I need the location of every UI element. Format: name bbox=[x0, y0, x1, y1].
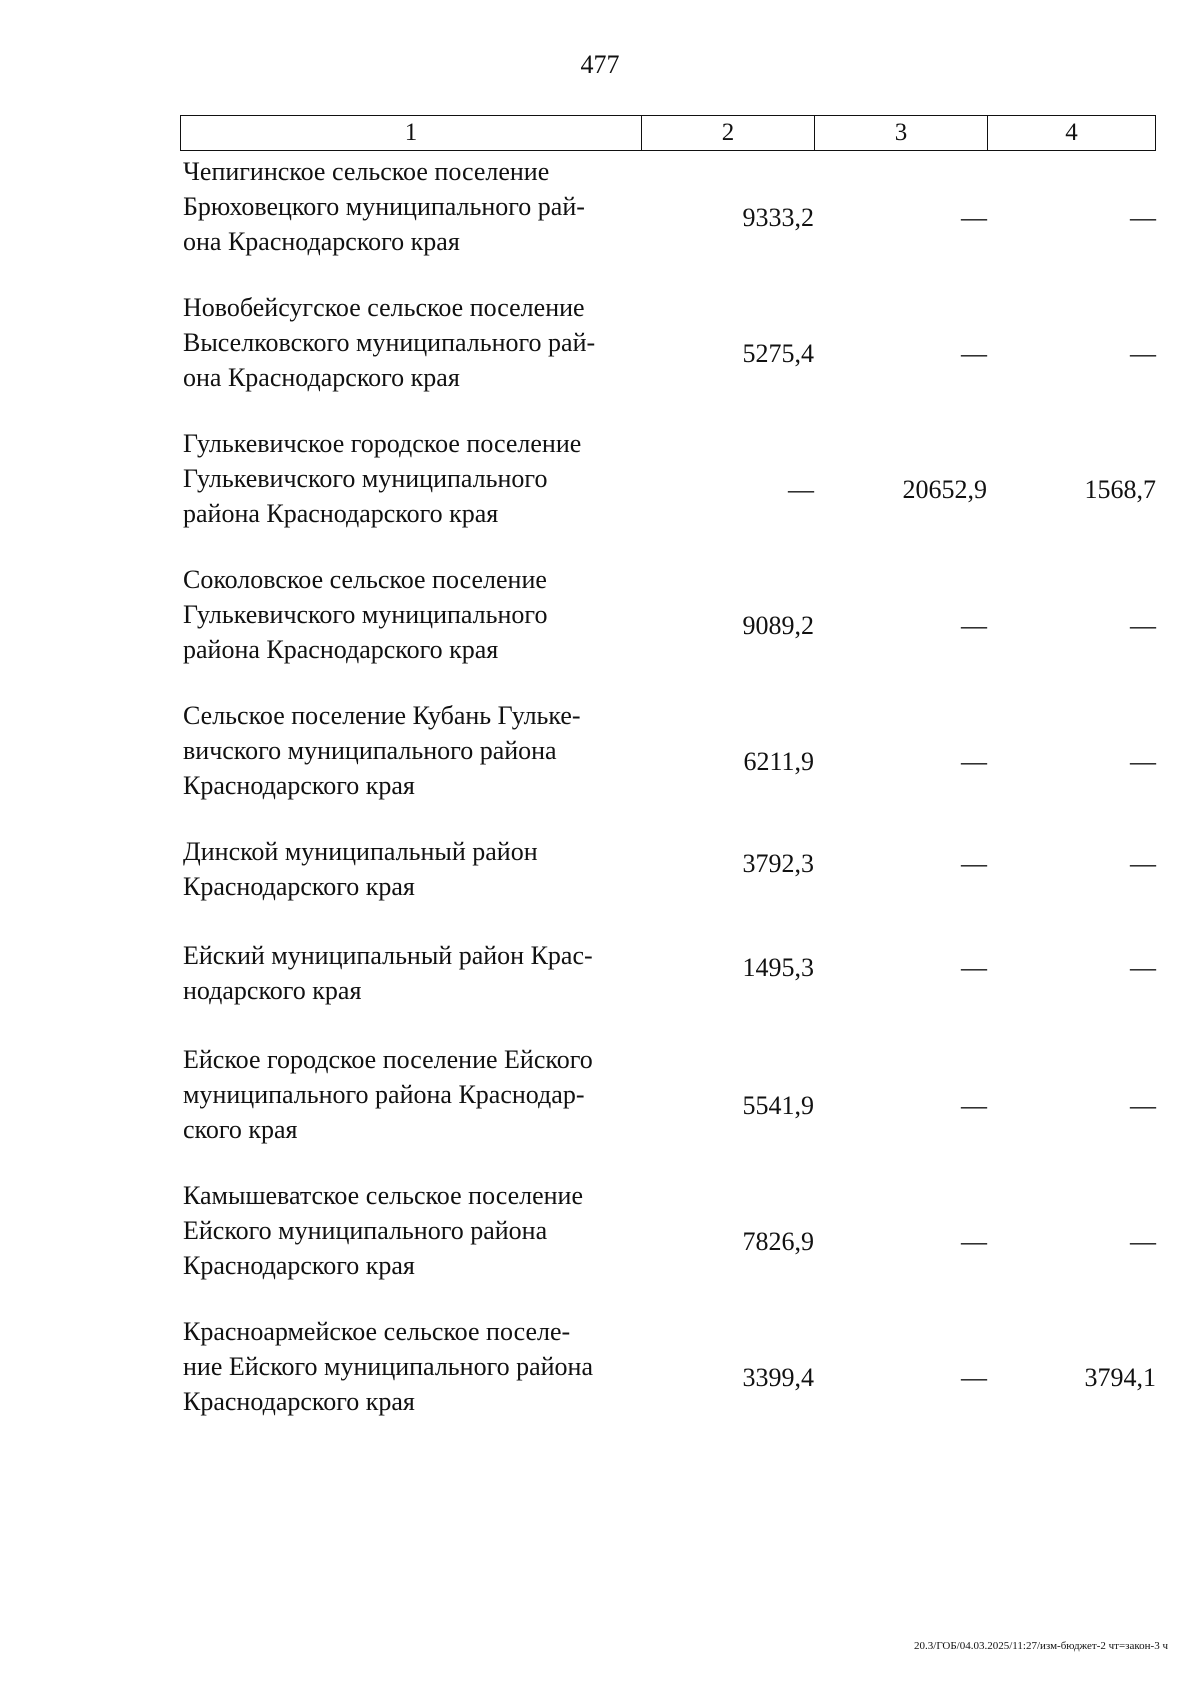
row-value-col2: 1495,3 bbox=[742, 953, 814, 982]
row-value-col4: — bbox=[1130, 203, 1156, 232]
row-name: Красноармейское сельское поселе- ние Ейского муниципального района Краснодарского края bbox=[183, 1317, 593, 1416]
row-value-col2: 3792,3 bbox=[742, 849, 814, 878]
row-value-col2: 7826,9 bbox=[742, 1227, 814, 1256]
row-value-col4: — bbox=[1130, 1091, 1156, 1120]
row-value-col4: — bbox=[1130, 849, 1156, 878]
row-name: Новобейсугское сельское поселение Выселковского муниципального рай- она Краснодарского края bbox=[183, 293, 596, 392]
row-name: Ейский муниципальный район Крас- нодарского края bbox=[183, 941, 593, 1005]
row-value-col4: 3794,1 bbox=[1084, 1363, 1156, 1392]
row-value-col4: — bbox=[1130, 953, 1156, 982]
row-value-col3: — bbox=[961, 1091, 987, 1120]
row-value-col3: — bbox=[961, 611, 987, 640]
table-row bbox=[180, 938, 1156, 1042]
row-value-col3: — bbox=[961, 1227, 987, 1256]
table-row bbox=[180, 1042, 1156, 1178]
table-row bbox=[180, 154, 1156, 290]
row-name: Чепигинское сельское поселение Брюховецкого муниципального рай- она Краснодарского края bbox=[183, 157, 585, 256]
row-value-col3: — bbox=[961, 953, 987, 982]
row-value-col2: 6211,9 bbox=[743, 747, 814, 776]
page-number: 477 bbox=[580, 50, 620, 79]
row-value-col4: — bbox=[1130, 1227, 1156, 1256]
table-row bbox=[180, 834, 1156, 938]
table-row bbox=[180, 290, 1156, 426]
row-name: Динской муниципальный район Краснодарского края bbox=[183, 837, 538, 901]
table-row bbox=[180, 1314, 1156, 1450]
row-value-col3: — bbox=[961, 339, 987, 368]
table-row bbox=[180, 1178, 1156, 1314]
row-value-col4: — bbox=[1130, 747, 1156, 776]
header-col-2: 2 bbox=[642, 116, 815, 150]
table-row bbox=[180, 698, 1156, 834]
table-body bbox=[180, 154, 1156, 1450]
table-row bbox=[180, 426, 1156, 562]
row-value-col3: — bbox=[961, 747, 987, 776]
row-name: Соколовское сельское поселение Гулькевичского муниципального района Краснодарского края bbox=[183, 565, 548, 664]
header-col-4: 4 bbox=[1065, 119, 1078, 146]
row-value-col3: — bbox=[961, 1363, 987, 1392]
row-value-col2: 3399,4 bbox=[742, 1363, 814, 1392]
row-value-col2: — bbox=[788, 475, 814, 504]
row-value-col2: 9333,2 bbox=[742, 203, 814, 232]
row-value-col2: 5541,9 bbox=[742, 1091, 814, 1120]
row-value-col3: — bbox=[961, 849, 987, 878]
header-col-1: 1 bbox=[181, 116, 642, 150]
row-value-col3: 20652,9 bbox=[902, 475, 987, 504]
row-value-col2: 9089,2 bbox=[742, 611, 814, 640]
table-header bbox=[180, 115, 1156, 151]
row-name: Сельское поселение Кубань Гульке- вичского муниципального района Краснодарского края bbox=[183, 701, 581, 800]
document-footer-code: 20.3/ГОБ/04.03.2025/11:27/изм-бюджет-2 чт=закон-3 ч bbox=[914, 1640, 1168, 1652]
row-name: Гулькевичское городское поселение Гулькевичского муниципального района Краснодарского края bbox=[183, 429, 582, 528]
table-row bbox=[180, 562, 1156, 698]
row-value-col4: — bbox=[1130, 611, 1156, 640]
row-value-col4: 1568,7 bbox=[1084, 475, 1156, 504]
row-name: Камышеватское сельское поселение Ейского муниципального района Краснодарского края bbox=[183, 1181, 583, 1280]
row-value-col2: 5275,4 bbox=[742, 339, 814, 368]
row-value-col4: — bbox=[1130, 339, 1156, 368]
row-name: Ейское городское поселение Ейского муниципального района Краснодар- ского края bbox=[183, 1045, 593, 1144]
row-value-col3: — bbox=[961, 203, 987, 232]
header-col-3: 3 bbox=[815, 116, 988, 150]
